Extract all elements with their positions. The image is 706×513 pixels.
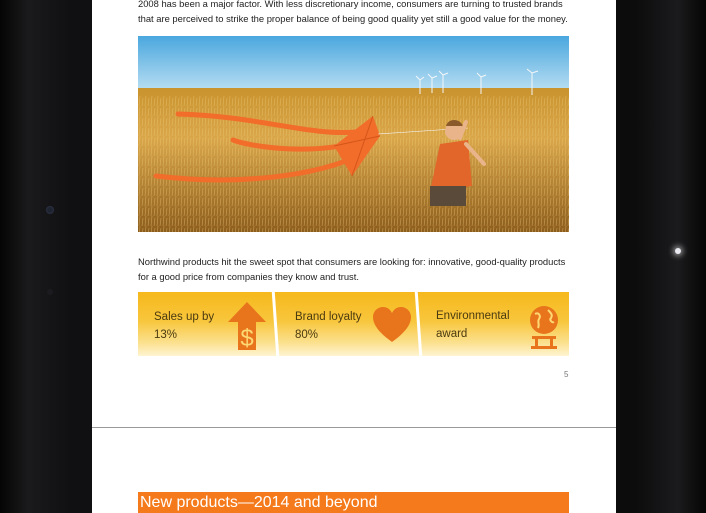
- paragraph-line: 2008 has been a major factor. With less discretionary income, consumers are turning to trusted brands: [138, 0, 563, 9]
- stat-value: 13%: [154, 329, 178, 341]
- stats-banner: [138, 292, 569, 356]
- front-camera: [46, 206, 54, 214]
- document-page: [92, 0, 616, 427]
- stat-label: Environmental: [436, 310, 510, 322]
- body-paragraph: [138, 0, 574, 26]
- document-page: [92, 428, 616, 513]
- dollar-up-arrow-icon: [226, 300, 268, 352]
- stat-value: 80%: [295, 329, 319, 341]
- paragraph-line: that are perceived to strike the proper balance of being good quality yet still a good value for the money.: [138, 13, 568, 24]
- section-heading-text: New products—2014 and beyond: [140, 494, 378, 511]
- stat-label: Brand loyalty: [295, 311, 362, 323]
- divider: [272, 292, 279, 356]
- paragraph-line: Northwind products hit the sweet spot that consumers are looking for: innovative, good-quality products: [138, 256, 566, 267]
- globe-award-icon: [526, 304, 562, 350]
- section-heading: [138, 492, 569, 513]
- divider: [415, 292, 422, 356]
- kite-wheat-field-photo: [138, 36, 569, 232]
- body-paragraph: [138, 254, 574, 284]
- status-light: [675, 248, 681, 254]
- stat-value: award: [436, 328, 468, 340]
- paragraph-line: for a good price from companies they know and trust.: [138, 271, 359, 282]
- heart-icon: [372, 306, 412, 344]
- svg-text:$: $: [240, 325, 254, 352]
- page-number: 5: [564, 370, 569, 379]
- stat-label: Sales up by: [154, 311, 215, 323]
- sensor-dot: [47, 289, 53, 295]
- document-viewport[interactable]: [92, 0, 616, 513]
